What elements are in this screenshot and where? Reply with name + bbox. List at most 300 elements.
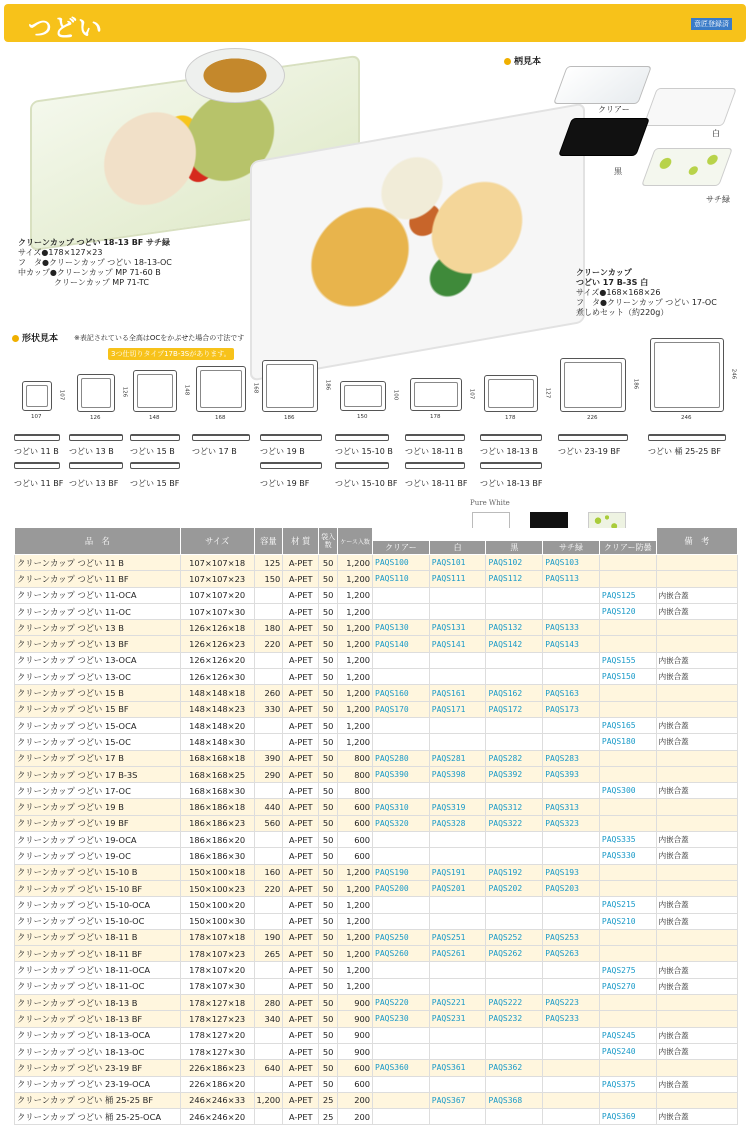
- shape-width-dim: 148: [149, 415, 160, 421]
- table-cell: 50: [319, 815, 338, 831]
- table-cell: PAQS367: [429, 1092, 486, 1108]
- table-cell: 800: [338, 783, 373, 799]
- table-cell: A-PET: [283, 832, 319, 848]
- table-cell: PAQS313: [543, 799, 600, 815]
- table-cell: [373, 587, 430, 603]
- shape-top-view: [22, 381, 52, 411]
- table-cell: 900: [338, 995, 373, 1011]
- table-row: [15, 864, 738, 880]
- table-cell: [373, 1043, 430, 1059]
- table-cell: A-PET: [283, 864, 319, 880]
- col-clear-defog: クリアー防曇: [599, 541, 656, 555]
- table-cell: 内嵌合蓋: [656, 1043, 737, 1059]
- table-cell: A-PET: [283, 652, 319, 668]
- table-cell: クリーンカップ つどい 13-OCA: [15, 652, 181, 668]
- table-cell: 148×148×23: [180, 701, 254, 717]
- table-cell: 107×107×23: [180, 571, 254, 587]
- shape-name-bf: つどい 18-11 BF: [405, 479, 468, 488]
- table-cell: 内嵌合蓋: [656, 603, 737, 619]
- photo2-caption-line4: 煮しめセット（約220g）: [576, 308, 669, 317]
- shape-side-view: [130, 434, 180, 441]
- table-cell: [486, 652, 543, 668]
- table-cell: 50: [319, 946, 338, 962]
- shape-width-dim: 150: [357, 414, 368, 420]
- table-cell: 186×186×30: [180, 848, 254, 864]
- table-cell: 168×168×18: [180, 750, 254, 766]
- table-row: [15, 1092, 738, 1108]
- table-cell: [656, 946, 737, 962]
- table-cell: [429, 913, 486, 929]
- table-cell: クリーンカップ つどい 18-11 BF: [15, 946, 181, 962]
- table-cell: 50: [319, 962, 338, 978]
- table-cell: クリーンカップ つどい 17-OC: [15, 783, 181, 799]
- table-cell: 186×186×20: [180, 832, 254, 848]
- table-row: [15, 750, 738, 766]
- shape-top-view: [484, 375, 538, 412]
- table-cell: 内嵌合蓋: [656, 652, 737, 668]
- table-row: [15, 946, 738, 962]
- table-cell: 160: [254, 864, 283, 880]
- table-cell: PAQS113: [543, 571, 600, 587]
- table-cell: クリーンカップ つどい 23-19 BF: [15, 1060, 181, 1076]
- table-cell: PAQS375: [599, 1076, 656, 1092]
- table-cell: PAQS300: [599, 783, 656, 799]
- sample-white-label: 白: [712, 129, 720, 138]
- table-row: [15, 995, 738, 1011]
- table-cell: 25: [319, 1092, 338, 1108]
- table-cell: [656, 1060, 737, 1076]
- table-cell: [656, 880, 737, 896]
- table-cell: PAQS392: [486, 766, 543, 782]
- shape-side-view-bf: [335, 462, 389, 469]
- table-cell: 50: [319, 995, 338, 1011]
- page-header: [4, 4, 746, 42]
- table-cell: PAQS245: [599, 1027, 656, 1043]
- table-cell: クリーンカップ つどい 13 B: [15, 620, 181, 636]
- table-cell: [656, 929, 737, 945]
- shape-height-dim: 100: [392, 389, 399, 401]
- table-cell: [486, 587, 543, 603]
- table-cell: [373, 832, 430, 848]
- table-cell: [429, 652, 486, 668]
- table-cell: 126×126×23: [180, 636, 254, 652]
- table-cell: 50: [319, 848, 338, 864]
- table-cell: PAQS230: [373, 1011, 430, 1027]
- shape-width-dim: 226: [587, 415, 598, 421]
- table-cell: [429, 1043, 486, 1059]
- table-cell: A-PET: [283, 848, 319, 864]
- table-cell: PAQS173: [543, 701, 600, 717]
- shape-width-dim: 186: [284, 415, 295, 421]
- table-cell: [373, 734, 430, 750]
- table-cell: [486, 1043, 543, 1059]
- table-cell: 50: [319, 652, 338, 668]
- table-cell: [599, 1092, 656, 1108]
- col-clear: クリアー: [373, 541, 430, 555]
- table-row: [15, 962, 738, 978]
- shape-height-dim: 186: [632, 378, 639, 390]
- table-cell: 50: [319, 913, 338, 929]
- shape-height-dim: 126: [121, 386, 128, 398]
- shape-side-view: [192, 434, 250, 441]
- shape-top-view: [196, 366, 246, 412]
- shape-side-view: [260, 434, 322, 441]
- shape-name: つどい 18-11 B: [405, 447, 463, 456]
- table-cell: クリーンカップ つどい 11 B: [15, 555, 181, 571]
- table-cell: 内嵌合蓋: [656, 832, 737, 848]
- table-cell: [254, 1109, 283, 1125]
- table-cell: 178×107×20: [180, 962, 254, 978]
- table-cell: 246×246×33: [180, 1092, 254, 1108]
- table-cell: A-PET: [283, 587, 319, 603]
- shape-width-dim: 246: [681, 415, 692, 421]
- sample-green-tray: [641, 148, 733, 186]
- table-cell: 178×107×23: [180, 946, 254, 962]
- table-cell: [656, 815, 737, 831]
- table-cell: A-PET: [283, 962, 319, 978]
- table-cell: [254, 832, 283, 848]
- table-cell: [543, 913, 600, 929]
- table-cell: A-PET: [283, 946, 319, 962]
- photo2-caption-line2: サイズ●168×168×26: [576, 288, 661, 297]
- photo1-caption-line4: クリーンカップ MP 71-TC: [54, 278, 149, 287]
- table-cell: A-PET: [283, 995, 319, 1011]
- table-cell: PAQS170: [373, 701, 430, 717]
- table-cell: 50: [319, 750, 338, 766]
- table-cell: PAQS320: [373, 815, 430, 831]
- table-cell: PAQS368: [486, 1092, 543, 1108]
- table-cell: [254, 978, 283, 994]
- table-cell: A-PET: [283, 1092, 319, 1108]
- table-cell: PAQS335: [599, 832, 656, 848]
- table-cell: [429, 1027, 486, 1043]
- table-cell: PAQS172: [486, 701, 543, 717]
- page-title: つどい: [28, 14, 103, 42]
- table-cell: 1,200: [338, 571, 373, 587]
- table-cell: クリーンカップ つどい 18-13-OC: [15, 1043, 181, 1059]
- table-cell: 290: [254, 766, 283, 782]
- table-cell: 50: [319, 929, 338, 945]
- table-cell: [599, 766, 656, 782]
- table-cell: 1,200: [338, 734, 373, 750]
- table-cell: PAQS102: [486, 555, 543, 571]
- table-row: [15, 1076, 738, 1092]
- table-cell: [543, 848, 600, 864]
- shapes-note: ※表記されている全高はOCをかぶせた場合の寸法です: [74, 334, 245, 342]
- table-cell: 150×100×23: [180, 880, 254, 896]
- table-cell: [373, 1027, 430, 1043]
- table-cell: クリーンカップ つどい 15-10-OCA: [15, 897, 181, 913]
- shapes-tag: 3つ仕切りタイプ17B-3Sがあります。: [108, 348, 234, 360]
- table-cell: 50: [319, 1011, 338, 1027]
- photo2-caption-line1: つどい 17 B-3S 白: [576, 278, 649, 287]
- sample-black-tray: [558, 118, 650, 156]
- table-cell: PAQS369: [599, 1109, 656, 1125]
- table-cell: 1,200: [338, 978, 373, 994]
- table-cell: 330: [254, 701, 283, 717]
- table-cell: [656, 685, 737, 701]
- table-cell: PAQS210: [599, 913, 656, 929]
- table-cell: A-PET: [283, 571, 319, 587]
- shape-name: つどい 23-19 BF: [558, 447, 621, 456]
- table-cell: PAQS220: [373, 995, 430, 1011]
- table-cell: A-PET: [283, 929, 319, 945]
- shape-top-view: [133, 370, 177, 412]
- shape-name: つどい 11 B: [14, 447, 59, 456]
- table-cell: PAQS131: [429, 620, 486, 636]
- table-cell: 50: [319, 1076, 338, 1092]
- table-cell: [429, 717, 486, 733]
- table-cell: PAQS322: [486, 815, 543, 831]
- table-cell: A-PET: [283, 620, 319, 636]
- table-cell: A-PET: [283, 685, 319, 701]
- table-cell: 50: [319, 685, 338, 701]
- shape-height-dim: 107: [58, 389, 65, 401]
- table-cell: 1,200: [338, 685, 373, 701]
- table-cell: [543, 1109, 600, 1125]
- table-cell: PAQS130: [373, 620, 430, 636]
- table-cell: [254, 717, 283, 733]
- table-cell: 390: [254, 750, 283, 766]
- shape-side-view-bf: [130, 462, 180, 469]
- shape-side-view: [335, 434, 389, 441]
- table-cell: クリーンカップ つどい 17 B: [15, 750, 181, 766]
- table-cell: PAQS252: [486, 929, 543, 945]
- table-cell: [486, 978, 543, 994]
- table-cell: クリーンカップ つどい 11 BF: [15, 571, 181, 587]
- table-cell: 600: [338, 799, 373, 815]
- table-cell: [543, 1092, 600, 1108]
- table-row: [15, 685, 738, 701]
- table-cell: A-PET: [283, 555, 319, 571]
- table-cell: 200: [338, 1109, 373, 1125]
- table-cell: 178×127×23: [180, 1011, 254, 1027]
- table-cell: 900: [338, 1027, 373, 1043]
- table-cell: [543, 652, 600, 668]
- sample-white-tray: [643, 88, 737, 126]
- table-cell: PAQS162: [486, 685, 543, 701]
- table-cell: [656, 750, 737, 766]
- table-cell: [429, 962, 486, 978]
- table-cell: 50: [319, 587, 338, 603]
- table-cell: クリーンカップ つどい 11-OC: [15, 603, 181, 619]
- shape-top-view: [340, 381, 386, 411]
- table-cell: PAQS270: [599, 978, 656, 994]
- photo1-caption-line1: サイズ●178×127×23: [18, 248, 103, 257]
- table-cell: [486, 1027, 543, 1043]
- table-cell: クリーンカップ つどい 15-10 BF: [15, 880, 181, 896]
- shape-side-view-bf: [14, 462, 60, 469]
- sample-clear-label: クリアー: [598, 105, 630, 114]
- table-cell: 186×186×23: [180, 815, 254, 831]
- table-cell: A-PET: [283, 880, 319, 896]
- table-cell: [429, 1109, 486, 1125]
- table-cell: 178×107×18: [180, 929, 254, 945]
- table-cell: PAQS202: [486, 880, 543, 896]
- table-cell: A-PET: [283, 799, 319, 815]
- table-cell: 125: [254, 555, 283, 571]
- table-cell: [429, 603, 486, 619]
- table-cell: 178×127×18: [180, 995, 254, 1011]
- table-cell: クリーンカップ つどい 18-13-OCA: [15, 1027, 181, 1043]
- table-cell: [486, 669, 543, 685]
- table-cell: PAQS111: [429, 571, 486, 587]
- table-cell: PAQS262: [486, 946, 543, 962]
- table-cell: 内嵌合蓋: [656, 783, 737, 799]
- table-cell: PAQS275: [599, 962, 656, 978]
- table-row: [15, 880, 738, 896]
- table-cell: [656, 995, 737, 1011]
- table-cell: [599, 799, 656, 815]
- table-row: [15, 734, 738, 750]
- table-cell: クリーンカップ つどい 13 BF: [15, 636, 181, 652]
- table-cell: [486, 603, 543, 619]
- table-cell: [599, 571, 656, 587]
- table-cell: [373, 1092, 430, 1108]
- table-cell: [599, 750, 656, 766]
- photo1-caption-title: クリーンカップ つどい 18-13 BF サチ緑: [18, 238, 171, 247]
- table-cell: [486, 1109, 543, 1125]
- table-row: [15, 978, 738, 994]
- purewhite-label: Pure White: [470, 499, 510, 507]
- shape-name: つどい 17 B: [192, 447, 237, 456]
- table-cell: PAQS110: [373, 571, 430, 587]
- table-row: [15, 783, 738, 799]
- table-cell: PAQS191: [429, 864, 486, 880]
- shape-top-view: [262, 360, 318, 412]
- table-cell: 50: [319, 897, 338, 913]
- col-material: 材 質: [283, 528, 319, 555]
- table-cell: PAQS132: [486, 620, 543, 636]
- table-cell: 265: [254, 946, 283, 962]
- table-cell: A-PET: [283, 783, 319, 799]
- sample-black-label: 黒: [614, 167, 622, 176]
- table-cell: クリーンカップ つどい 15-OCA: [15, 717, 181, 733]
- table-cell: PAQS232: [486, 1011, 543, 1027]
- table-cell: [543, 717, 600, 733]
- samples-title: 柄見本: [504, 54, 541, 67]
- table-cell: [373, 669, 430, 685]
- table-cell: PAQS223: [543, 995, 600, 1011]
- table-cell: PAQS260: [373, 946, 430, 962]
- table-cell: PAQS112: [486, 571, 543, 587]
- table-cell: [543, 1043, 600, 1059]
- table-row: [15, 669, 738, 685]
- table-cell: [543, 587, 600, 603]
- shape-top-view: [410, 378, 462, 411]
- table-row: [15, 1109, 738, 1125]
- table-cell: クリーンカップ つどい 18-11-OC: [15, 978, 181, 994]
- table-cell: [543, 1027, 600, 1043]
- shape-height-dim: 127: [544, 387, 551, 398]
- table-cell: 107×107×20: [180, 587, 254, 603]
- table-cell: PAQS215: [599, 897, 656, 913]
- table-cell: クリーンカップ つどい 11-OCA: [15, 587, 181, 603]
- table-row: [15, 652, 738, 668]
- table-cell: [429, 897, 486, 913]
- table-cell: [254, 1076, 283, 1092]
- table-cell: 50: [319, 864, 338, 880]
- table-cell: 150×100×30: [180, 913, 254, 929]
- table-cell: [429, 1076, 486, 1092]
- table-cell: PAQS133: [543, 620, 600, 636]
- table-cell: クリーンカップ つどい 15 BF: [15, 701, 181, 717]
- shape-name-bf: つどい 15-10 BF: [335, 479, 398, 488]
- table-row: [15, 913, 738, 929]
- table-cell: 178×107×30: [180, 978, 254, 994]
- table-row: [15, 929, 738, 945]
- table-cell: PAQS165: [599, 717, 656, 733]
- shape-name-bf: つどい 13 BF: [69, 479, 119, 488]
- table-cell: A-PET: [283, 1076, 319, 1092]
- shapes-title: 形状見本: [12, 331, 58, 344]
- table-cell: PAQS330: [599, 848, 656, 864]
- table-cell: 50: [319, 571, 338, 587]
- table-cell: PAQS120: [599, 603, 656, 619]
- table-cell: PAQS143: [543, 636, 600, 652]
- table-cell: 50: [319, 978, 338, 994]
- shape-width-dim: 126: [90, 415, 101, 421]
- table-cell: 560: [254, 815, 283, 831]
- table-cell: [486, 1076, 543, 1092]
- shape-name: つどい 15 B: [130, 447, 175, 456]
- table-cell: 内嵌合蓋: [656, 897, 737, 913]
- table-cell: [486, 962, 543, 978]
- table-cell: クリーンカップ つどい 18-11-OCA: [15, 962, 181, 978]
- table-cell: A-PET: [283, 897, 319, 913]
- table-cell: 1,200: [338, 603, 373, 619]
- table-row: [15, 799, 738, 815]
- table-cell: 1,200: [338, 717, 373, 733]
- col-name: 品 名: [15, 528, 181, 555]
- table-cell: 1,200: [338, 701, 373, 717]
- table-cell: PAQS201: [429, 880, 486, 896]
- shape-name-bf: つどい 19 BF: [260, 479, 310, 488]
- table-cell: PAQS281: [429, 750, 486, 766]
- table-cell: 内嵌合蓋: [656, 734, 737, 750]
- table-cell: [599, 620, 656, 636]
- table-cell: 1,200: [338, 880, 373, 896]
- shape-name: つどい 19 B: [260, 447, 305, 456]
- table-cell: 107×107×30: [180, 603, 254, 619]
- table-cell: クリーンカップ つどい 13-OC: [15, 669, 181, 685]
- table-cell: [656, 620, 737, 636]
- table-cell: 50: [319, 620, 338, 636]
- col-white: 白: [429, 541, 486, 555]
- table-cell: 640: [254, 1060, 283, 1076]
- table-cell: PAQS261: [429, 946, 486, 962]
- table-cell: 126×126×30: [180, 669, 254, 685]
- table-cell: クリーンカップ つどい 19 B: [15, 799, 181, 815]
- sample-green-label: サチ緑: [706, 195, 730, 204]
- shape-height-dim: 107: [468, 388, 475, 399]
- bullet-icon: [12, 335, 19, 342]
- table-cell: PAQS393: [543, 766, 600, 782]
- table-cell: 内嵌合蓋: [656, 1109, 737, 1125]
- table-cell: PAQS200: [373, 880, 430, 896]
- table-cell: [543, 734, 600, 750]
- table-cell: 226×186×23: [180, 1060, 254, 1076]
- photo1-caption-line3: 中カップ●クリーンカップ MP 71-60 B: [18, 268, 161, 277]
- table-cell: [254, 734, 283, 750]
- shape-side-view: [480, 434, 542, 441]
- table-cell: 800: [338, 766, 373, 782]
- table-cell: A-PET: [283, 636, 319, 652]
- table-cell: 50: [319, 603, 338, 619]
- table-cell: [429, 783, 486, 799]
- table-cell: クリーンカップ つどい 15-OC: [15, 734, 181, 750]
- table-cell: 168×168×25: [180, 766, 254, 782]
